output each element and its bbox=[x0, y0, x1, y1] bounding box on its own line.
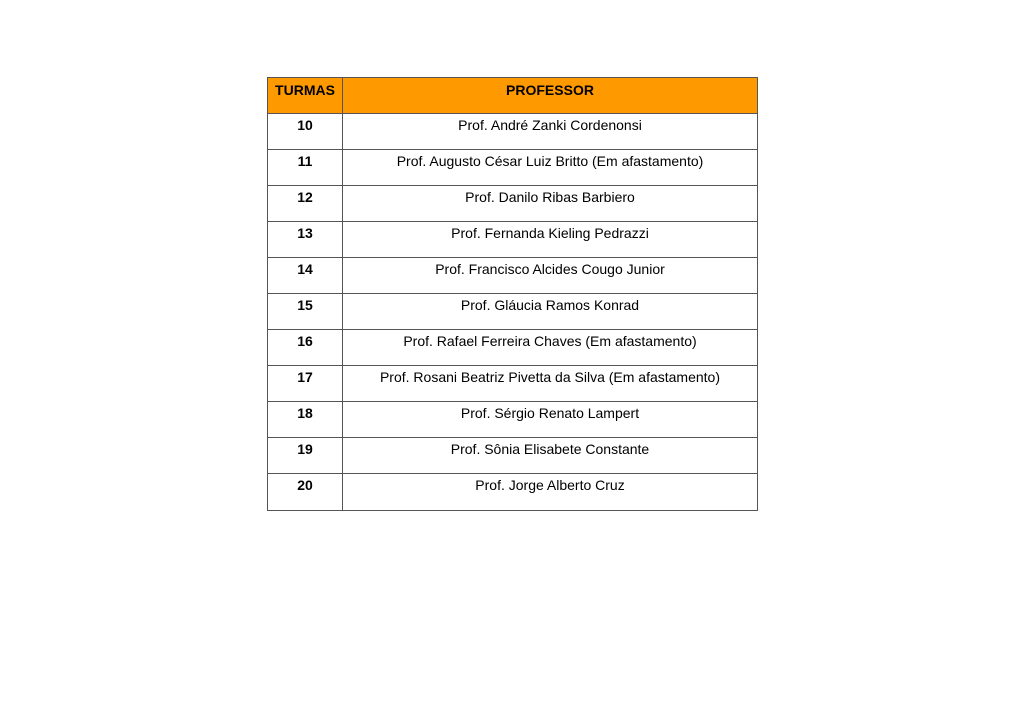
turma-number: 12 bbox=[268, 186, 343, 222]
turma-number: 14 bbox=[268, 258, 343, 294]
turma-number: 17 bbox=[268, 366, 343, 402]
turma-number: 18 bbox=[268, 402, 343, 438]
table-row bbox=[268, 114, 758, 150]
turma-number: 15 bbox=[268, 294, 343, 330]
table-row bbox=[268, 186, 758, 222]
turmas-professor-table bbox=[267, 77, 758, 511]
table-row bbox=[268, 366, 758, 402]
turma-number: 11 bbox=[268, 150, 343, 186]
turma-number: 16 bbox=[268, 330, 343, 366]
table-row bbox=[268, 474, 758, 511]
turma-number: 13 bbox=[268, 222, 343, 258]
table-row bbox=[268, 222, 758, 258]
table-row bbox=[268, 402, 758, 438]
header-turmas: TURMAS bbox=[268, 78, 343, 114]
professor-name: Prof. Sérgio Renato Lampert bbox=[343, 402, 758, 438]
professor-name: Prof. André Zanki Cordenonsi bbox=[343, 114, 758, 150]
professor-name: Prof. Francisco Alcides Cougo Junior bbox=[343, 258, 758, 294]
professor-name: Prof. Fernanda Kieling Pedrazzi bbox=[343, 222, 758, 258]
table-row bbox=[268, 258, 758, 294]
turma-number: 19 bbox=[268, 438, 343, 474]
header-professor: PROFESSOR bbox=[343, 78, 758, 114]
table-row bbox=[268, 294, 758, 330]
professor-name: Prof. Jorge Alberto Cruz bbox=[343, 474, 758, 511]
table-row bbox=[268, 438, 758, 474]
table-row bbox=[268, 150, 758, 186]
professor-name: Prof. Rosani Beatriz Pivetta da Silva (Em afastamento) bbox=[343, 366, 758, 402]
turma-number: 10 bbox=[268, 114, 343, 150]
professor-name: Prof. Augusto César Luiz Britto (Em afastamento) bbox=[343, 150, 758, 186]
professor-name: Prof. Sônia Elisabete Constante bbox=[343, 438, 758, 474]
table-row bbox=[268, 330, 758, 366]
professor-name: Prof. Danilo Ribas Barbiero bbox=[343, 186, 758, 222]
turma-number: 20 bbox=[268, 474, 343, 511]
table-header-row bbox=[268, 78, 758, 114]
professor-name: Prof. Gláucia Ramos Konrad bbox=[343, 294, 758, 330]
professor-name: Prof. Rafael Ferreira Chaves (Em afastamento) bbox=[343, 330, 758, 366]
